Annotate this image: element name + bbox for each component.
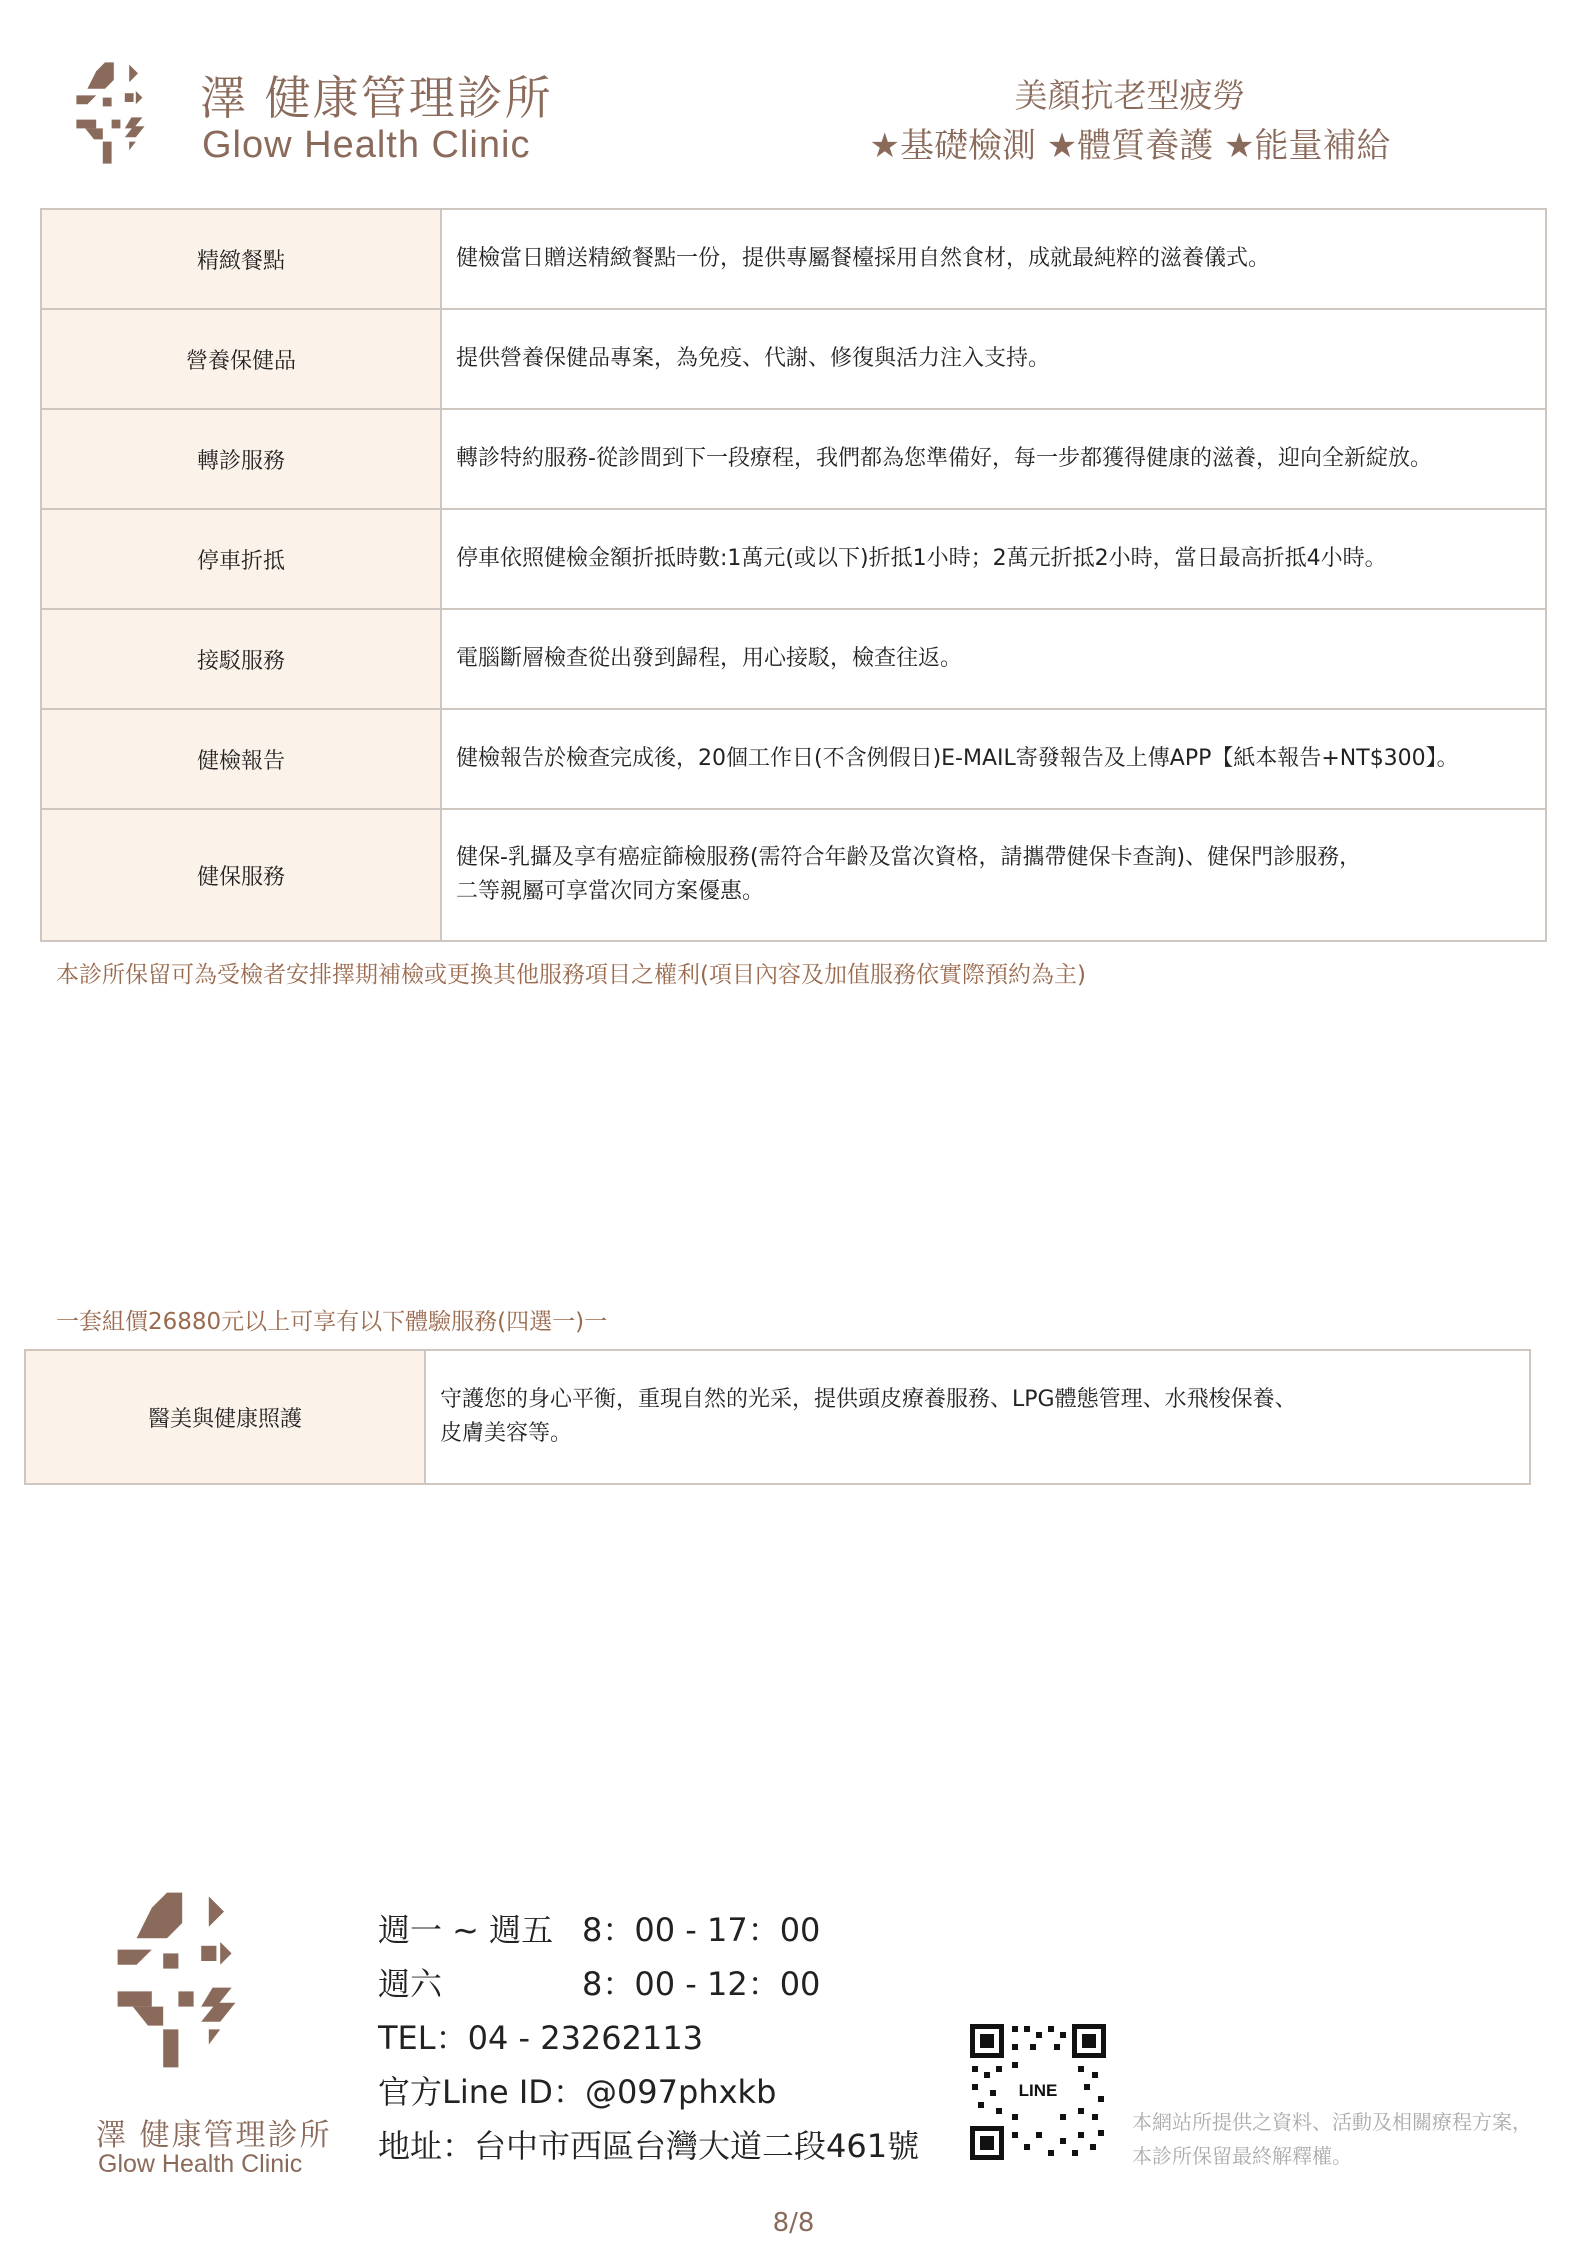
address: 地址：台中市西區台灣大道二段461號 [378,2127,920,2165]
hours-weekday-time: 8：00 - 17：00 [582,1911,821,1949]
service-label: 接駁服務 [41,609,441,709]
service-desc: 健保-乳攝及享有癌症篩檢服務(需符合年齡及當次資格，請攜帶健保卡查詢)、健保門診服務， 二等親屬可享當次同方案優惠。 [441,809,1546,941]
bonus-heading: 一套組價26880元以上可享有以下體驗服務(四選一)一 [56,1309,608,1335]
service-label: 轉診服務 [41,409,441,509]
page-number: 8/8 [772,2208,815,2238]
footer-clinic-name-en: Glow Health Clinic [98,2150,303,2178]
reservation-note: 本診所保留可為受檢者安排擇期補檢或更換其他服務項目之權利(項目內容及加值服務依實際預約為主) [56,962,1086,988]
clinic-name-zh: 澤 健康管理診所 [200,71,553,125]
table-row [41,509,1546,609]
table-row [41,309,1546,409]
clinic-name-en: Glow Health Clinic [202,124,531,166]
hours-weekday [378,1905,821,1951]
services-table [40,208,1547,942]
service-desc: 守護您的身心平衡，重現自然的光采，提供頭皮療養服務、LPG體態管理、水飛梭保養、 皮膚美容等。 [425,1350,1530,1484]
disclaimer [1132,2105,1532,2173]
table-row [41,609,1546,709]
table-row [41,709,1546,809]
service-label: 精緻餐點 [41,209,441,309]
service-label: 醫美與健康照護 [25,1350,425,1484]
service-label: 停車折抵 [41,509,441,609]
footer-clinic-name-zh: 澤 健康管理診所 [96,2118,332,2153]
hours-weekday-label: 週一 ~ 週五 [378,1911,554,1949]
table-row [41,809,1546,941]
service-label: 健保服務 [41,809,441,941]
service-label: 營養保健品 [41,309,441,409]
disclaimer-line: 本診所保留最終解釋權。 [1132,2144,1352,2168]
service-desc: 健檢報告於檢查完成後，20個工作日(不含例假日)E-MAIL寄發報告及上傳APP【紙本報告+NT$300】。 [441,709,1546,809]
package-title: 美顏抗老型疲勞 [1014,76,1246,115]
disclaimer-line: 本網站所提供之資料、活動及相關療程方案， [1132,2110,1532,2134]
service-desc: 健檢當日贈送精緻餐點一份，提供專屬餐檯採用自然食材，成就最純粹的滋養儀式。 [441,209,1546,309]
line-qr-code-icon[interactable] [968,2022,1108,2162]
service-desc: 提供營養保健品專案，為免疫、代謝、修復與活力注入支持。 [441,309,1546,409]
table-row [41,209,1546,309]
service-desc: 電腦斷層檢查從出發到歸程，用心接駁，檢查往返。 [441,609,1546,709]
hours-sat-label: 週六 [378,1965,443,2003]
bonus-table [24,1349,1531,1485]
clinic-logo-icon [72,58,182,168]
hours-sat-time: 8：00 - 12：00 [582,1965,821,2003]
service-desc: 轉診特約服務-從診間到下一段療程，我們都為您準備好，每一步都獲得健康的滋養，迎向全新綻放。 [441,409,1546,509]
package-subtitle: ★基礎檢測 ★體質養護 ★能量補給 [869,126,1391,166]
service-label: 健檢報告 [41,709,441,809]
telephone: TEL：04 - 23262113 [378,2019,704,2057]
table-row [41,409,1546,509]
clinic-logo-icon [110,1885,300,2075]
qr-line-label: LINE [1018,2081,1058,2100]
service-desc: 停車依照健檢金額折抵時數:1萬元(或以下)折抵1小時；2萬元折抵2小時，當日最高折抵4小時。 [441,509,1546,609]
line-id: 官方Line ID：@097phxkb [378,2073,777,2111]
hours-saturday [378,1959,821,2005]
table-row [25,1350,1530,1484]
